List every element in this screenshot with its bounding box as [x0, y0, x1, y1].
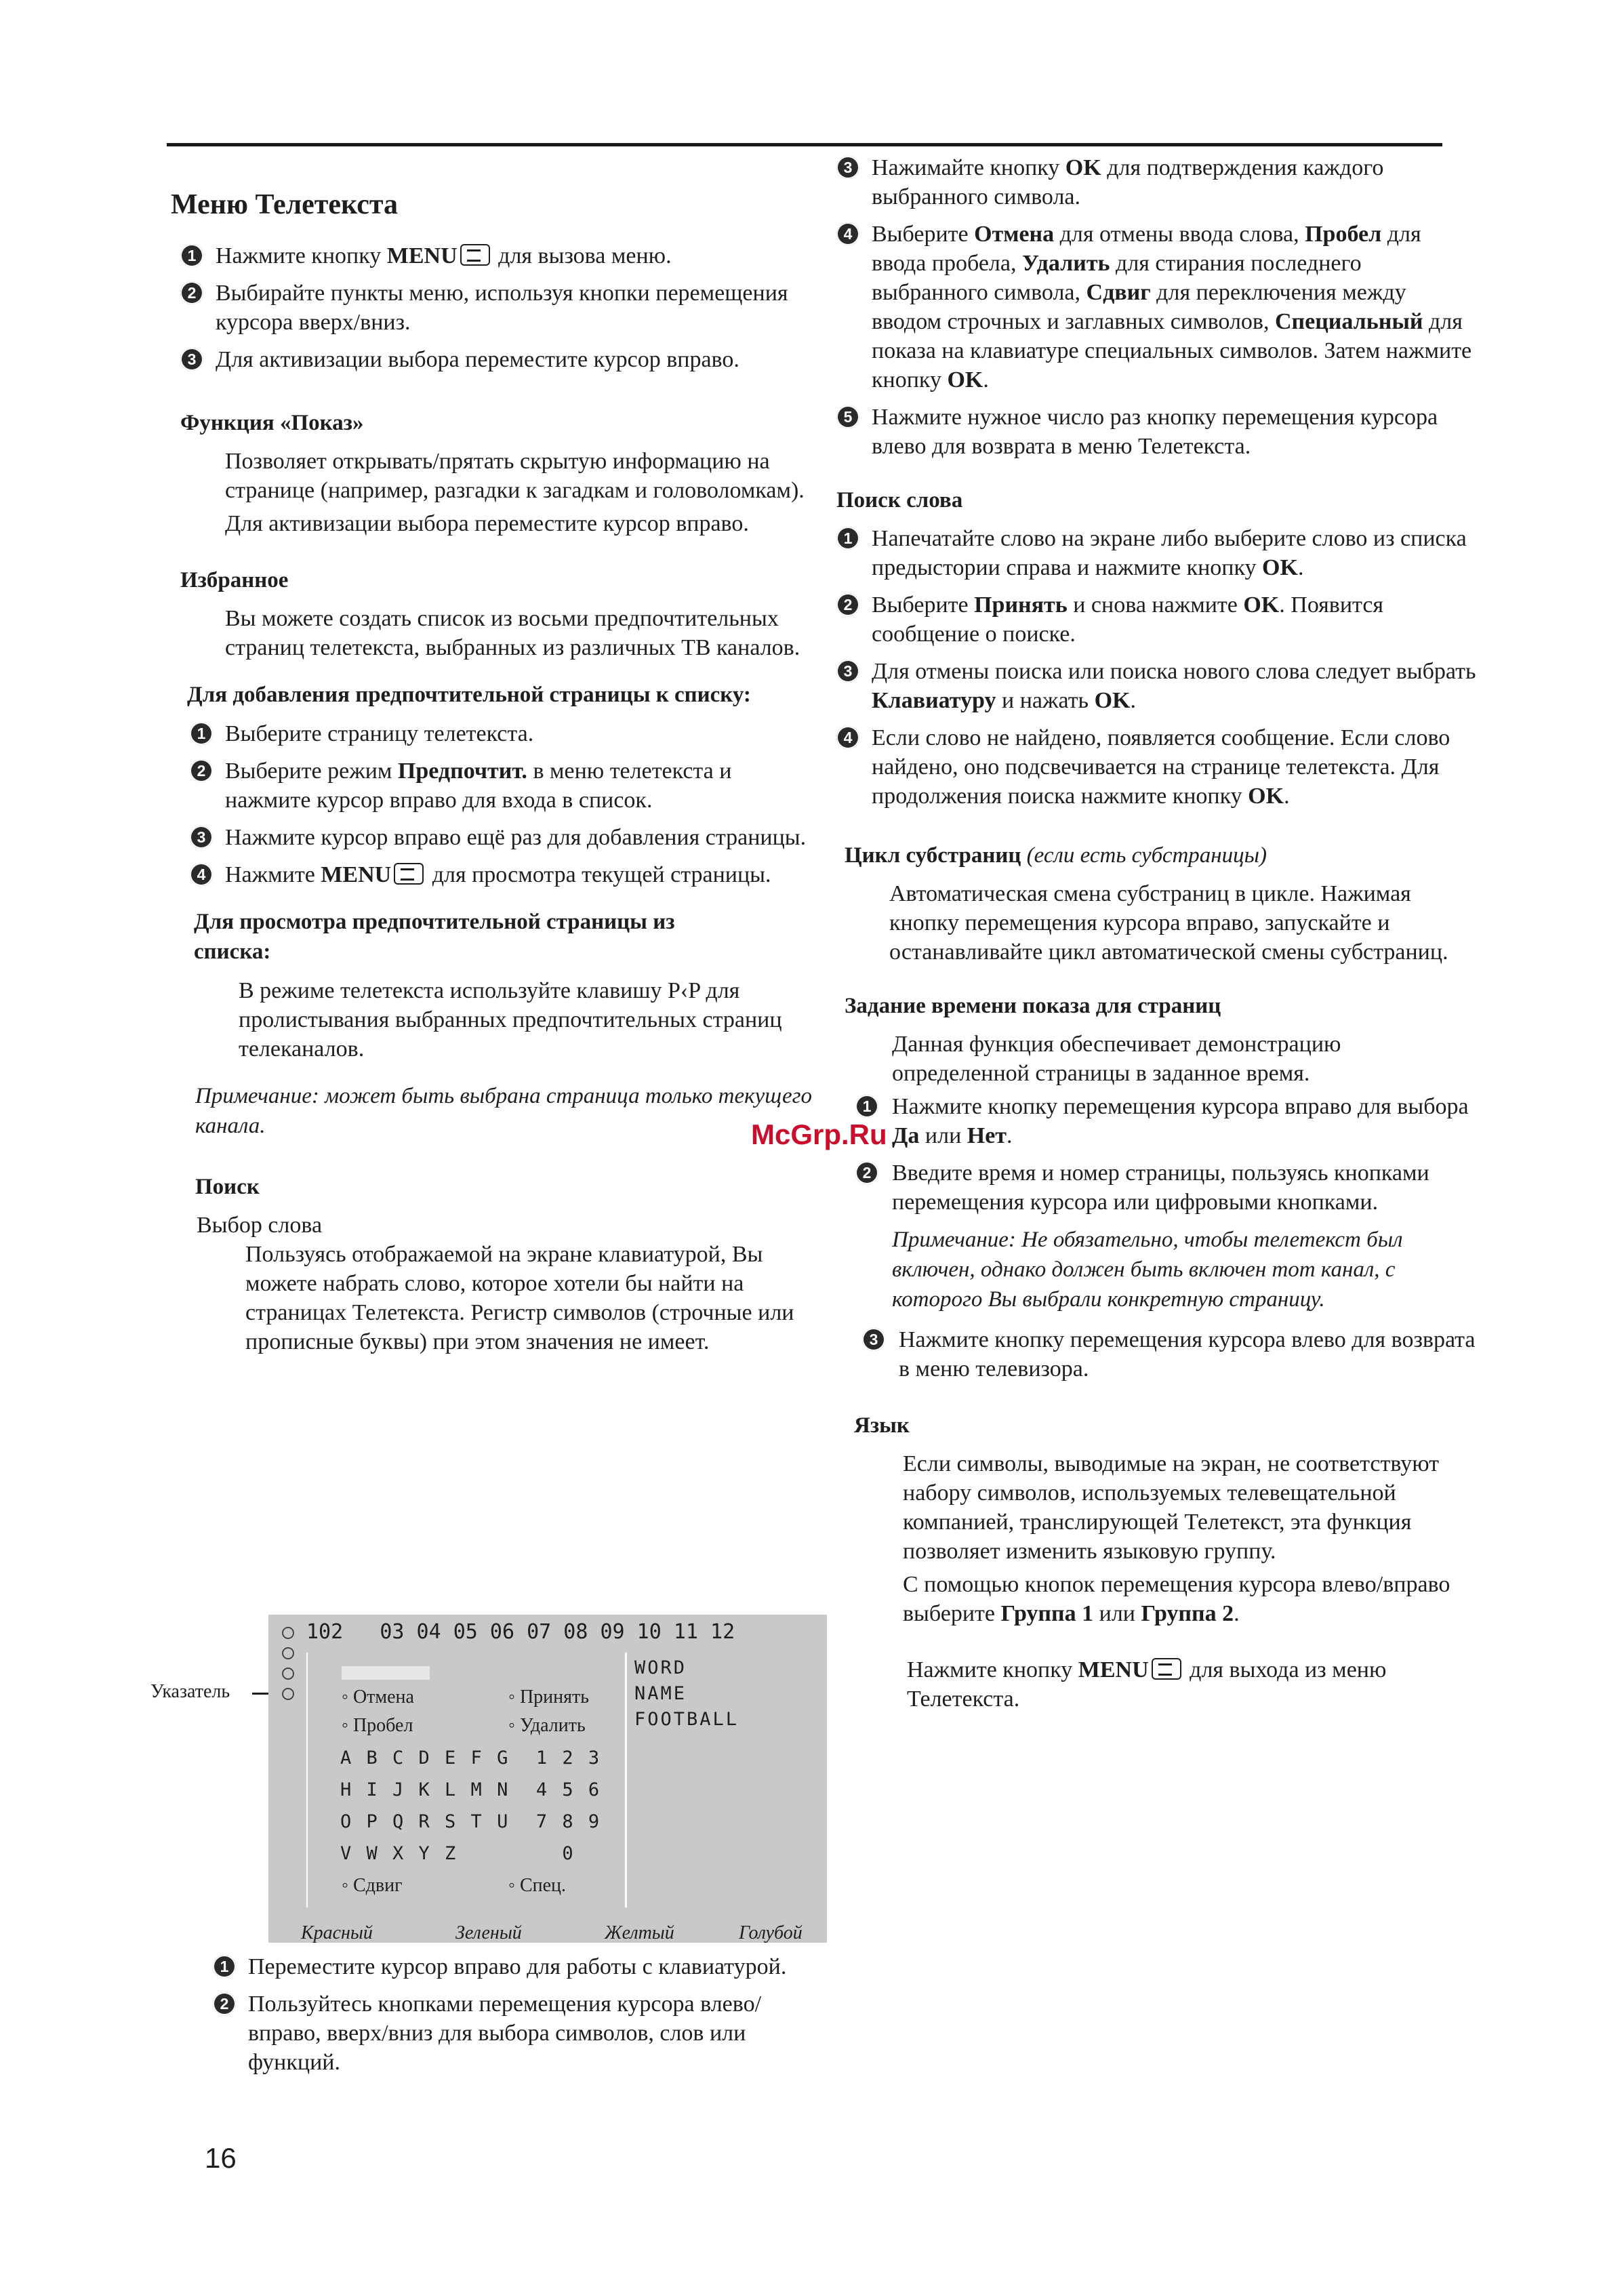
view-heading: Для просмотра предпочтительной страницы из списка:	[194, 910, 675, 964]
screen-accept-button[interactable]: ◦ Принять	[508, 1686, 589, 1708]
screen-divider	[625, 1653, 627, 1907]
time-heading: Задание времени показа для страниц	[845, 994, 1221, 1018]
menu-button-icon	[460, 244, 490, 266]
right-column	[827, 153, 1478, 1718]
cycle-text: Автоматическая смена субстраниц в цикле. Нажимая кнопку перемещения курсора вправо, запускайте и останавливайте цикл автоматической смены субстраниц.	[889, 881, 1448, 965]
screen-color-keys	[268, 1922, 827, 1949]
search-heading: Поиск	[195, 1175, 260, 1199]
menu-button-icon	[394, 863, 424, 885]
intro-step-2: 2 Выбирайте пункты меню, используя кнопки перемещения курсора вверх/вниз.	[171, 279, 821, 337]
time-text: Данная функция обеспечивает демонстрацию определенной страницы в заданное время.	[892, 1032, 1341, 1086]
find-step-3: 3 Для отмены поиска или поиска нового слова следует выбрать Клавиатуру и нажать OK.	[827, 657, 1478, 715]
keyboard-step-3: 3 Нажимайте кнопку OK для подтверждения каждого выбранного символа.	[827, 153, 1478, 211]
screen-word-history[interactable]: WORD NAME FOOTBALL	[634, 1657, 739, 1730]
search-subheading: Выбор слова	[197, 1213, 323, 1238]
keyboard-step-1: 1 Переместите курсор вправо для работы с клавиатурой.	[203, 1952, 813, 1981]
language-heading: Язык	[854, 1413, 910, 1438]
find-step-1: 1 Напечатайте слово на экране либо выберите слово из списка предыстории справа и нажмите кнопку OK.	[827, 524, 1478, 582]
screen-cancel-button[interactable]: ◦ Отмена	[342, 1686, 414, 1708]
cycle-heading: Цикл субстраниц (если есть субстраницы)	[845, 843, 1267, 868]
screen-side-icons	[282, 1627, 297, 1735]
keyboard-step-2: 2 Пользуйтесь кнопками перемещения курсора влево/вправо, вверх/вниз для выбора символов, слов или функций.	[203, 1989, 813, 2077]
favorites-text: Вы можете создать список из восьми предпочтительных страниц телетекста, выбранных из различных ТВ каналов.	[225, 606, 800, 660]
keyboard-step-5: 5 Нажмите нужное число раз кнопку перемещения курсора влево для возврата в меню Телетекста.	[827, 403, 1478, 461]
pointer-label: Указатель	[150, 1681, 230, 1702]
screen-character-grid[interactable]: A B C D E F G 1 2 3 H I J K L M N 4 5 6 O P Q R S T U 7 8 9 V W X Y Z 0	[340, 1747, 602, 1864]
show-text-2: Для активизации выбора переместите курсор вправо.	[225, 511, 749, 536]
screen-input-bar	[342, 1666, 430, 1680]
color-key-green: Зеленый	[455, 1922, 522, 1943]
page-title: Меню Телетекста	[171, 189, 398, 220]
teletext-keyboard-screen	[268, 1615, 827, 1943]
find-step-2: 2 Выберите Принять и снова нажмите OK. Появится сообщение о поиске.	[827, 590, 1478, 649]
language-text-2: С помощью кнопок перемещения курсора влево/вправо выберите Группа 1 или Группа 2.	[903, 1572, 1450, 1626]
add-heading: Для добавления предпочтительной страницы к списку:	[187, 683, 751, 707]
time-step-2: 2 Введите время и номер страницы, пользуясь кнопками перемещения курсора или цифровыми кнопками.	[827, 1158, 1478, 1217]
find-step-4: 4 Если слово не найдено, появляется сообщение. Если слово найдено, оно подсвечивается на странице телетекста. Для продолжения поиска нажмите кнопку OK.	[827, 723, 1478, 811]
screen-delete-button[interactable]: ◦ Удалить	[508, 1715, 586, 1737]
search-text: Пользуясь отображаемой на экране клавиатурой, Вы можете набрать слово, которое хотели бы найти на страницах Телетекста. Регистр символов (строчные или прописные буквы) при этом значения не имеет.	[245, 1242, 794, 1354]
keyboard-step-4: 4 Выберите Отмена для отмены ввода слова, Пробел для ввода пробела, Удалить для стирания последнего выбранного символа, Сдвиг для переключения между вводом строчных и заглавных символов, Специальный для показа на клавиатуре специальных символов. Затем нажмите кнопку OK.	[827, 220, 1478, 395]
show-heading: Функция «Показ»	[180, 411, 364, 435]
page-number: 16	[205, 2142, 237, 2174]
time-note: Примечание: Не обязательно, чтобы телетекст был включен, однако должен быть включен тот канал, с которого Вы выбрали конкретную страницу.	[892, 1228, 1403, 1312]
top-rule	[167, 143, 1442, 146]
favorites-heading: Избранное	[180, 568, 289, 592]
screen-special-button[interactable]: ◦ Спец.	[508, 1875, 566, 1897]
color-key-yellow: Желтый	[605, 1922, 674, 1943]
screen-page-numbers: 102 03 04 05 06 07 08 09 10 11 12	[306, 1620, 735, 1644]
keyboard-steps	[203, 1952, 813, 2085]
intro-step-1: 1 Нажмите кнопку MENU для вызова меню.	[171, 241, 821, 270]
pointer-line	[252, 1693, 268, 1695]
find-heading: Поиск слова	[836, 488, 963, 512]
screen-shift-button[interactable]: ◦ Сдвиг	[342, 1875, 403, 1897]
menu-button-icon	[1152, 1658, 1181, 1680]
watermark: McGrp.Ru	[751, 1118, 887, 1150]
add-step-2: 2 Выберите режим Предпочтит. в меню телетекста и нажмите курсор вправо для входа в список.	[171, 756, 821, 815]
language-text: Если символы, выводимые на экран, не соответствуют набору символов, используемых телевещательной компанией, транслирующей Телетекст, эта функция позволяет изменить языковую группу.	[903, 1451, 1440, 1564]
color-key-red: Красный	[301, 1922, 373, 1943]
intro-step-3: 3 Для активизации выбора переместите курсор вправо.	[171, 345, 821, 374]
add-step-4: 4 Нажмите MENU для просмотра текущей страницы.	[171, 860, 821, 889]
show-text: Позволяет открывать/прятать скрытую информацию на странице (например, разгадки к загадкам и головоломкам).	[225, 449, 805, 503]
view-text: В режиме телетекста используйте клавишу P‹P для пролистывания выбранных предпочтительных страниц телеканалов.	[239, 978, 782, 1062]
add-step-3: 3 Нажмите курсор вправо ещё раз для добавления страницы.	[171, 823, 821, 852]
screen-space-button[interactable]: ◦ Пробел	[342, 1715, 413, 1737]
time-step-1: 1 Нажмите кнопку перемещения курсора вправо для выбора Да или Нет.	[827, 1092, 1478, 1150]
left-column	[171, 169, 821, 1360]
color-key-blue: Голубой	[739, 1922, 803, 1943]
exit-text: Нажмите кнопку MENU для выхода из меню Телетекста.	[907, 1657, 1387, 1712]
favorites-note: Примечание: может быть выбрана страница только текущего канала.	[195, 1084, 812, 1138]
add-step-1: 1 Выберите страницу телетекста.	[171, 719, 821, 748]
time-step-3: 3 Нажмите кнопку перемещения курсора влево для возврата в меню телевизора.	[827, 1325, 1478, 1383]
